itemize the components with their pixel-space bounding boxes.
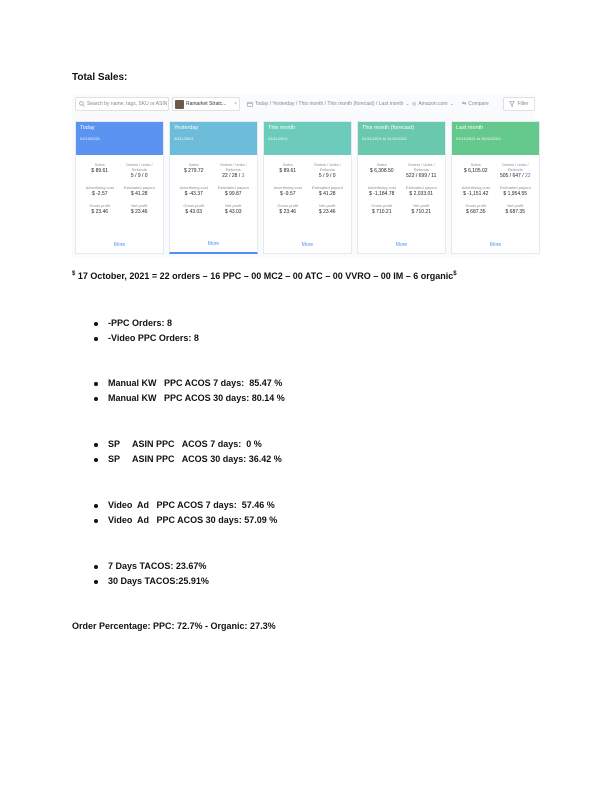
refunds-link[interactable]: 22 — [524, 173, 531, 179]
ad-cost-value: $ -9.57 — [279, 191, 296, 197]
bullet-dot — [94, 443, 98, 447]
card-date: 01/11/2021 — [268, 136, 288, 141]
gross-profit-metric — [268, 203, 308, 215]
metric-label: Advertising cost — [179, 185, 208, 190]
bullet-dot — [94, 519, 98, 523]
more-link[interactable]: More — [301, 242, 314, 248]
gross-profit-value: $ 687.35 — [466, 209, 486, 215]
more-link[interactable]: More — [395, 242, 408, 248]
metric-label: Net profit — [225, 203, 242, 208]
net-profit-value: $ 710.21 — [411, 209, 431, 215]
gross-profit-value: $ 23.46 — [91, 209, 109, 215]
list-item: -Video PPC Orders: 8 — [108, 333, 199, 343]
payout-value: $ 41.28 — [130, 191, 148, 197]
sales-metric — [362, 162, 402, 179]
payout-metric — [496, 185, 536, 197]
net-profit-metric — [496, 203, 536, 215]
bullet-dot — [94, 337, 98, 341]
card-metrics — [76, 155, 163, 215]
metric-label: Sales — [282, 162, 293, 167]
bullet-dot — [94, 504, 98, 508]
section-heading: Total Sales: — [72, 72, 128, 83]
net-profit-metric — [402, 203, 442, 215]
ad-cost-value: $ -43.37 — [184, 191, 203, 197]
dashboard-toolbar — [75, 97, 533, 113]
ad-cost-value: $ -1,151.42 — [463, 191, 489, 197]
summary-marker-end: $ — [453, 271, 457, 277]
ad-cost-metric — [80, 185, 120, 197]
metric-label: Sales — [376, 162, 387, 167]
card-date: 01/11/2021 to 31/11/2021 — [362, 136, 408, 141]
net-profit-value: $ 23.46 — [130, 209, 148, 215]
marketplace-label: Amazon.com — [418, 101, 448, 107]
metric-label: Advertising cost — [461, 185, 490, 190]
metric-label: Orders / Units / Refunds — [313, 162, 341, 172]
orders-metric — [214, 162, 254, 179]
metric-label: Estimated payout — [405, 185, 437, 190]
ad-cost-metric — [456, 185, 496, 197]
orders-value — [496, 173, 536, 179]
card-title: Last month — [456, 125, 484, 131]
period-card[interactable] — [263, 121, 352, 254]
card-date: 30/11/2021 — [174, 136, 194, 141]
metric-label: Gross profit — [183, 203, 205, 208]
card-title: This month — [268, 125, 296, 131]
net-profit-value: $ 687.35 — [505, 209, 525, 215]
gross-profit-metric — [456, 203, 496, 215]
compare-label: Compare — [468, 101, 489, 107]
metric-label: Gross profit — [277, 203, 299, 208]
card-header — [358, 122, 445, 155]
refunds-link[interactable]: 3 — [241, 173, 245, 179]
metric-label: Orders / Units / Refunds — [125, 162, 153, 172]
orders-metric — [120, 162, 160, 179]
sales-metric — [80, 162, 120, 179]
gross-profit-value: $ 43.03 — [185, 209, 203, 215]
payout-value: $ 2,033.01 — [409, 191, 434, 197]
payout-metric — [308, 185, 348, 197]
compare-toggle[interactable] — [462, 97, 489, 111]
sales-value: $ 6,308.50 — [369, 168, 394, 174]
card-title: Yesterday — [174, 125, 199, 131]
ad-cost-metric — [362, 185, 402, 197]
dashboard-screenshot — [72, 95, 534, 258]
ad-cost-metric — [268, 185, 308, 197]
payout-metric — [214, 185, 254, 197]
more-link[interactable]: More — [489, 242, 502, 248]
payout-value: $ 99.87 — [224, 191, 242, 197]
list-item: Manual KW PPC ACOS 7 days: 85.47 % — [108, 378, 283, 388]
date-range-label: Today / Yesterday / This month / This month (forecast) / Last month — [255, 101, 404, 107]
sales-metric — [268, 162, 308, 179]
card-header — [452, 122, 539, 155]
gross-profit-metric — [80, 203, 120, 215]
sales-value: $ 6,105.02 — [463, 168, 488, 174]
search-placeholder: Search by name, tags, SKU or ASIN — [87, 101, 168, 107]
card-header — [76, 122, 163, 155]
summary-marker: $ — [72, 271, 76, 277]
payout-value: $ 41.28 — [318, 191, 336, 197]
list-item: Video Ad PPC ACOS 30 days: 57.09 % — [108, 515, 278, 525]
gross-profit-value: $ 710.21 — [372, 209, 392, 215]
card-header — [264, 122, 351, 155]
chevron-down-icon: ⌄ — [449, 101, 454, 107]
store-selector[interactable] — [172, 97, 240, 111]
list-item: SP ASIN PPC ACOS 30 days: 36.42 % — [108, 454, 282, 464]
list-item: SP ASIN PPC ACOS 7 days: 0 % — [108, 439, 262, 449]
payout-metric — [120, 185, 160, 197]
metric-label: Gross profit — [465, 203, 487, 208]
store-avatar — [175, 100, 184, 109]
ad-cost-value: $ -2.57 — [91, 191, 108, 197]
net-profit-value: $ 23.46 — [318, 209, 336, 215]
metric-label: Advertising cost — [273, 185, 302, 190]
orders-value — [402, 173, 442, 179]
order-percentage: Order Percentage: PPC: 72.7% - Organic: 27.3% — [72, 621, 276, 631]
card-date: 01/11/2021 to 30/11/2021 — [456, 136, 502, 141]
search-icon — [79, 101, 85, 107]
metric-label: Estimated payout — [123, 185, 155, 190]
metric-label: Net profit — [507, 203, 524, 208]
net-profit-value: $ 43.03 — [224, 209, 242, 215]
period-card[interactable] — [357, 121, 446, 254]
calendar-icon — [247, 101, 253, 107]
metric-label: Orders / Units / Refunds — [501, 162, 529, 172]
metric-label: Orders / Units / Refunds — [219, 162, 247, 172]
store-name: Ramarket Stratc... — [186, 101, 227, 107]
gross-profit-metric — [174, 203, 214, 215]
net-profit-metric — [120, 203, 160, 215]
orders-units: 5 / 9 / 0 — [318, 173, 336, 179]
orders-value — [214, 173, 254, 179]
bullet-dot — [94, 458, 98, 462]
marketplace-selector[interactable] — [412, 97, 454, 111]
period-card[interactable] — [451, 121, 540, 254]
orders-units: 522 / 699 / 11 — [406, 173, 437, 179]
metric-label: Sales — [188, 162, 199, 167]
bullet-dot — [94, 565, 98, 569]
compare-icon: ⇆ — [462, 101, 467, 107]
card-metrics — [170, 155, 257, 215]
bullet-dot — [94, 397, 98, 401]
close-icon[interactable]: × — [234, 101, 237, 107]
marketplace-icon: ◎ — [412, 101, 417, 107]
metric-label: Gross profit — [371, 203, 393, 208]
filter-icon — [509, 101, 515, 107]
period-card[interactable] — [169, 121, 258, 254]
summary-line — [72, 271, 457, 281]
metric-label: Sales — [94, 162, 105, 167]
search-input[interactable] — [75, 97, 169, 111]
metric-label: Net profit — [131, 203, 148, 208]
metric-label: Estimated payout — [499, 185, 531, 190]
sales-metric — [456, 162, 496, 179]
period-card[interactable] — [75, 121, 164, 254]
card-metrics — [264, 155, 351, 215]
list-item: 30 Days TACOS:25.91% — [108, 576, 209, 586]
filter-label: Filter — [517, 101, 529, 107]
ad-cost-value: $ -1,184.78 — [369, 191, 395, 197]
payout-value: $ 1,954.55 — [503, 191, 528, 197]
card-metrics — [452, 155, 539, 215]
sales-metric — [174, 162, 214, 179]
list-item: -PPC Orders: 8 — [108, 318, 173, 328]
payout-metric — [402, 185, 442, 197]
metric-label: Estimated payout — [217, 185, 249, 190]
card-metrics — [358, 155, 445, 215]
summary-text: 17 October, 2021 = 22 orders – 16 PPC – 00 MC2 – 00 ATC – 00 VVRO – 00 IM – 6 organic — [77, 271, 454, 281]
sales-value: $ 89.61 — [91, 168, 109, 174]
card-title: Today — [80, 125, 95, 131]
card-date: 01/10/2021 — [80, 136, 101, 141]
orders-metric — [308, 162, 348, 179]
orders-units: 5 / 9 / 0 — [130, 173, 148, 179]
orders-metric — [402, 162, 442, 179]
metric-label: Net profit — [319, 203, 336, 208]
bullet-dot — [94, 580, 98, 584]
gross-profit-value: $ 23.46 — [279, 209, 297, 215]
metric-label: Gross profit — [89, 203, 111, 208]
bullet-dot — [94, 322, 98, 326]
card-title: This month (forecast) — [362, 125, 414, 131]
bullet-dot — [94, 382, 98, 386]
net-profit-metric — [214, 203, 254, 215]
metric-label: Net profit — [413, 203, 430, 208]
orders-value — [308, 173, 348, 179]
period-cards — [75, 121, 540, 254]
list-item: Video Ad PPC ACOS 7 days: 57.46 % — [108, 500, 275, 510]
orders-value — [120, 173, 160, 179]
list-item: 7 Days TACOS: 23.67% — [108, 561, 207, 571]
metric-label: Advertising cost — [367, 185, 396, 190]
orders-metric — [496, 162, 536, 179]
sales-value: $ 279.72 — [184, 168, 204, 174]
net-profit-metric — [308, 203, 348, 215]
filter-button[interactable] — [503, 97, 535, 111]
sales-value: $ 89.61 — [279, 168, 297, 174]
metric-label: Orders / Units / Refunds — [407, 162, 435, 172]
ad-cost-metric — [174, 185, 214, 197]
metric-label: Sales — [470, 162, 481, 167]
date-range-selector[interactable] — [247, 97, 410, 111]
list-item: Manual KW PPC ACOS 30 days: 80.14 % — [108, 393, 285, 403]
more-link[interactable]: More — [207, 241, 220, 247]
orders-units: 22 / 28 / — [222, 173, 242, 179]
metric-label: Advertising cost — [85, 185, 114, 190]
more-link[interactable]: More — [113, 242, 126, 248]
metric-label: Estimated payout — [311, 185, 343, 190]
chevron-down-icon: ⌄ — [405, 101, 410, 107]
card-header — [170, 122, 257, 155]
gross-profit-metric — [362, 203, 402, 215]
orders-units: 505 / 647 / — [499, 173, 525, 179]
